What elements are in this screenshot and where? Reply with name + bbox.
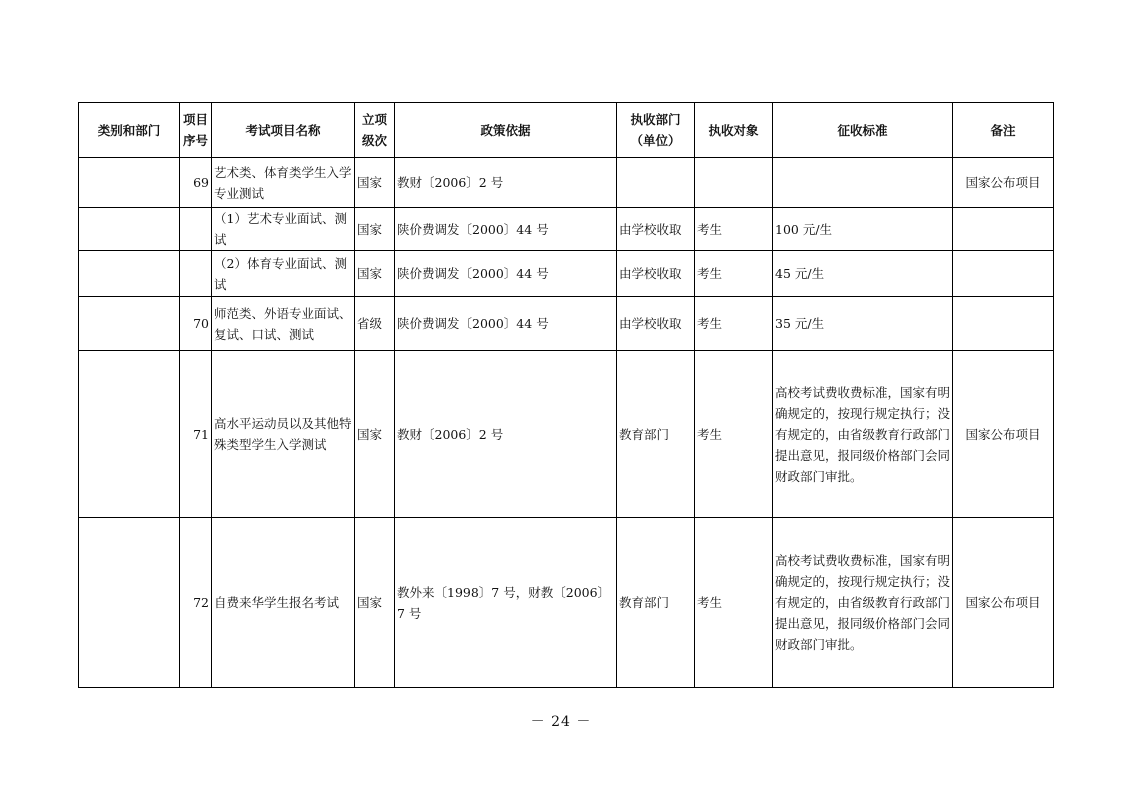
header-category: 类别和部门 (79, 103, 180, 158)
cell-target: 考生 (695, 251, 773, 297)
cell-dept: 由学校收取 (617, 251, 695, 297)
header-name: 考试项目名称 (212, 103, 355, 158)
header-level (355, 103, 395, 158)
cell-level: 省级 (355, 297, 395, 351)
header-standard: 征收标准 (773, 103, 953, 158)
header-level-line1: 立项 (361, 112, 387, 127)
cell-target: 考生 (695, 208, 773, 251)
table-row (79, 208, 1054, 251)
cell-standard: 100 元/生 (773, 208, 953, 251)
table-row (79, 351, 1054, 518)
cell-basis: 教财〔2006〕2 号 (395, 351, 617, 518)
table-header-row (79, 103, 1054, 158)
cell-basis: 陕价费调发〔2000〕44 号 (395, 251, 617, 297)
cell-target: 考生 (695, 518, 773, 688)
cell-name: 艺术类、体育类学生入学专业测试 (212, 158, 355, 208)
cell-seq: 71 (180, 351, 212, 518)
cell-target (695, 158, 773, 208)
header-seq-line2: 序号 (182, 133, 208, 148)
header-seq (180, 103, 212, 158)
cell-standard: 高校考试费收费标准，国家有明确规定的，按现行规定执行；没有规定的，由省级教育行政部门提出意见，报同级价格部门会同财政部门审批。 (773, 351, 953, 518)
header-remark: 备注 (953, 103, 1054, 158)
cell-dept: 由学校收取 (617, 297, 695, 351)
cell-category (79, 251, 180, 297)
table-row (79, 251, 1054, 297)
table-row (79, 158, 1054, 208)
cell-dept (617, 158, 695, 208)
cell-level: 国家 (355, 518, 395, 688)
cell-seq: 70 (180, 297, 212, 351)
cell-category (79, 297, 180, 351)
cell-remark: 国家公布项目 (953, 351, 1054, 518)
cell-level: 国家 (355, 208, 395, 251)
header-level-line2: 级次 (361, 133, 387, 148)
cell-level: 国家 (355, 251, 395, 297)
cell-standard: 高校考试费收费标准，国家有明确规定的，按现行规定执行；没有规定的，由省级教育行政部门提出意见，报同级价格部门会同财政部门审批。 (773, 518, 953, 688)
cell-target: 考生 (695, 297, 773, 351)
cell-basis: 教外来〔1998〕7 号，财教〔2006〕7 号 (395, 518, 617, 688)
cell-remark (953, 208, 1054, 251)
cell-seq (180, 251, 212, 297)
cell-name: （1）艺术专业面试、测试 (212, 208, 355, 251)
cell-remark: 国家公布项目 (953, 518, 1054, 688)
table-row (79, 518, 1054, 688)
header-dept (617, 103, 695, 158)
cell-remark (953, 297, 1054, 351)
page-number: － 24 － (530, 714, 592, 730)
cell-dept: 由学校收取 (617, 208, 695, 251)
cell-seq: 72 (180, 518, 212, 688)
header-basis: 政策依据 (395, 103, 617, 158)
cell-name: （2）体育专业面试、测试 (212, 251, 355, 297)
cell-category (79, 351, 180, 518)
cell-dept: 教育部门 (617, 518, 695, 688)
cell-target: 考生 (695, 351, 773, 518)
cell-category (79, 518, 180, 688)
fee-table (78, 102, 1054, 688)
header-dept-line1: 执收部门 (630, 112, 681, 127)
cell-name: 高水平运动员以及其他特殊类型学生入学测试 (212, 351, 355, 518)
cell-seq: 69 (180, 158, 212, 208)
cell-remark (953, 251, 1054, 297)
cell-basis: 教财〔2006〕2 号 (395, 158, 617, 208)
cell-standard: 35 元/生 (773, 297, 953, 351)
header-dept-line2: （单位） (630, 133, 681, 148)
cell-basis: 陕价费调发〔2000〕44 号 (395, 208, 617, 251)
cell-category (79, 158, 180, 208)
cell-dept: 教育部门 (617, 351, 695, 518)
table-row (79, 297, 1054, 351)
cell-standard (773, 158, 953, 208)
cell-standard: 45 元/生 (773, 251, 953, 297)
cell-category (79, 208, 180, 251)
cell-remark: 国家公布项目 (953, 158, 1054, 208)
header-target: 执收对象 (695, 103, 773, 158)
cell-level: 国家 (355, 351, 395, 518)
cell-name: 自费来华学生报名考试 (212, 518, 355, 688)
cell-basis: 陕价费调发〔2000〕44 号 (395, 297, 617, 351)
cell-level: 国家 (355, 158, 395, 208)
header-seq-line1: 项目 (182, 112, 208, 127)
cell-name: 师范类、外语专业面试、复试、口试、测试 (212, 297, 355, 351)
cell-seq (180, 208, 212, 251)
